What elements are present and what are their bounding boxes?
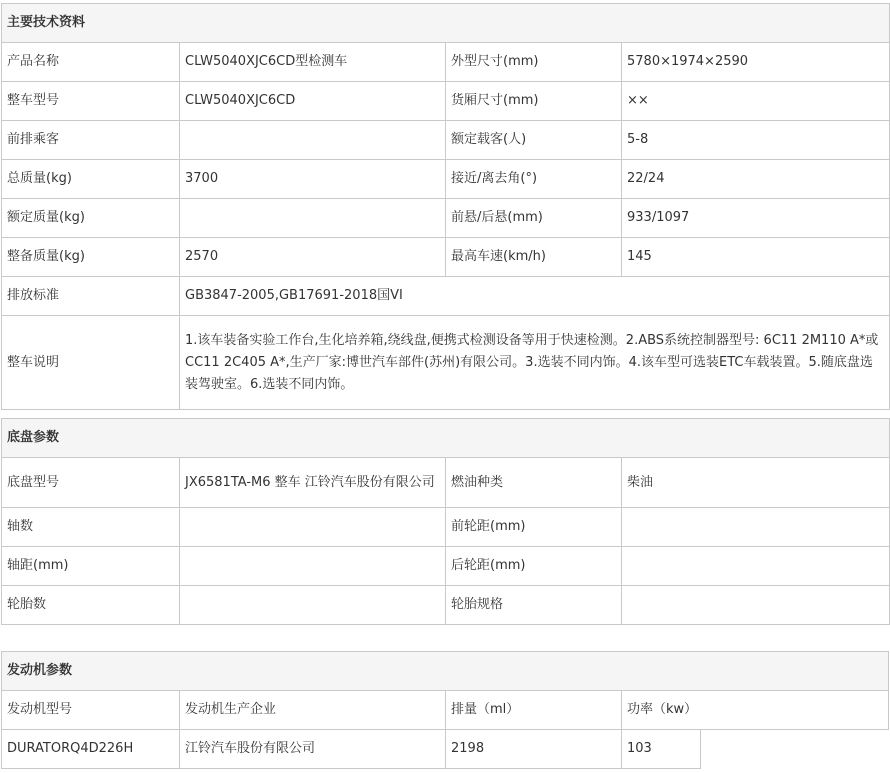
table-row <box>2 277 890 316</box>
column-header: 功率（kw） <box>622 691 889 730</box>
field-label: 燃油种类 <box>446 458 622 508</box>
table-row <box>2 43 890 82</box>
field-value: CLW5040XJC6CD <box>180 82 446 121</box>
table-row <box>2 160 890 199</box>
table-row <box>2 547 890 586</box>
section-title-engine: 发动机参数 <box>2 652 889 691</box>
field-label: 轮胎规格 <box>446 586 622 625</box>
field-value: 933/1097 <box>622 199 890 238</box>
section-title-chassis: 底盘参数 <box>2 419 890 458</box>
field-value <box>180 547 446 586</box>
column-header: 发动机生产企业 <box>180 691 446 730</box>
field-value: 5-8 <box>622 121 890 160</box>
table-row <box>2 82 890 121</box>
field-value <box>180 508 446 547</box>
table-row <box>2 238 890 277</box>
field-label: 前悬/后悬(mm) <box>446 199 622 238</box>
field-label: 底盘型号 <box>2 458 180 508</box>
table-row <box>2 316 890 410</box>
field-value: 2570 <box>180 238 446 277</box>
engine-table <box>1 651 889 769</box>
column-header: 发动机型号 <box>2 691 180 730</box>
table-header-row <box>2 691 889 730</box>
field-label: 轴数 <box>2 508 180 547</box>
vehicle-description: 1.该车装备实验工作台,生化培养箱,绕线盘,便携式检测设备等用于快速检测。2.ABS系统控制器型号: 6C11 2M110 A*或CC11 2C405 A*,生产厂家:博世汽车部件(苏州)有限公司。3.选装不同内饰。4.该车型可选装ETC车载装置。5.随底盘选装驾驶室。6.选装不同内饰。 <box>180 316 890 410</box>
field-label: 接近/离去角(°) <box>446 160 622 199</box>
field-label: 额定质量(kg) <box>2 199 180 238</box>
table-row <box>2 730 889 769</box>
field-label: 整备质量(kg) <box>2 238 180 277</box>
emission-standard-value: GB3847-2005,GB17691-2018国VI <box>180 277 890 316</box>
field-label: 后轮距(mm) <box>446 547 622 586</box>
field-label: 产品名称 <box>2 43 180 82</box>
field-value <box>180 199 446 238</box>
field-label: 排放标准 <box>2 277 180 316</box>
field-label: 整车说明 <box>2 316 180 410</box>
column-header: 排量（ml） <box>446 691 622 730</box>
table-row <box>2 121 890 160</box>
field-value: 145 <box>622 238 890 277</box>
field-label: 货厢尺寸(mm) <box>446 82 622 121</box>
field-label: 总质量(kg) <box>2 160 180 199</box>
field-value: 22/24 <box>622 160 890 199</box>
field-value: 柴油 <box>622 458 890 508</box>
field-value: 5780×1974×2590 <box>622 43 890 82</box>
field-value <box>622 547 890 586</box>
field-label: 前轮距(mm) <box>446 508 622 547</box>
engine-model-value: DURATORQ4D226H <box>2 730 180 769</box>
empty-cell <box>701 730 889 769</box>
field-value <box>622 586 890 625</box>
engine-maker-value: 江铃汽车股份有限公司 <box>180 730 446 769</box>
table-row <box>2 458 890 508</box>
field-label: 外型尺寸(mm) <box>446 43 622 82</box>
field-label: 前排乘客 <box>2 121 180 160</box>
field-label: 轮胎数 <box>2 586 180 625</box>
displacement-value: 2198 <box>446 730 622 769</box>
power-value: 103 <box>622 730 701 769</box>
field-value <box>622 508 890 547</box>
main-tech-table <box>1 3 890 410</box>
field-value <box>180 121 446 160</box>
field-value: 3700 <box>180 160 446 199</box>
table-row <box>2 586 890 625</box>
table-row <box>2 508 890 547</box>
field-label: 额定载客(人) <box>446 121 622 160</box>
field-value: CLW5040XJC6CD型检测车 <box>180 43 446 82</box>
field-value: ×× <box>622 82 890 121</box>
field-label: 整车型号 <box>2 82 180 121</box>
field-label: 轴距(mm) <box>2 547 180 586</box>
field-label: 最高车速(km/h) <box>446 238 622 277</box>
section-title-main-tech: 主要技术资料 <box>2 4 890 43</box>
field-value: JX6581TA-M6 整车 江铃汽车股份有限公司 <box>180 458 446 508</box>
chassis-table <box>1 418 890 625</box>
table-row <box>2 199 890 238</box>
field-value <box>180 586 446 625</box>
